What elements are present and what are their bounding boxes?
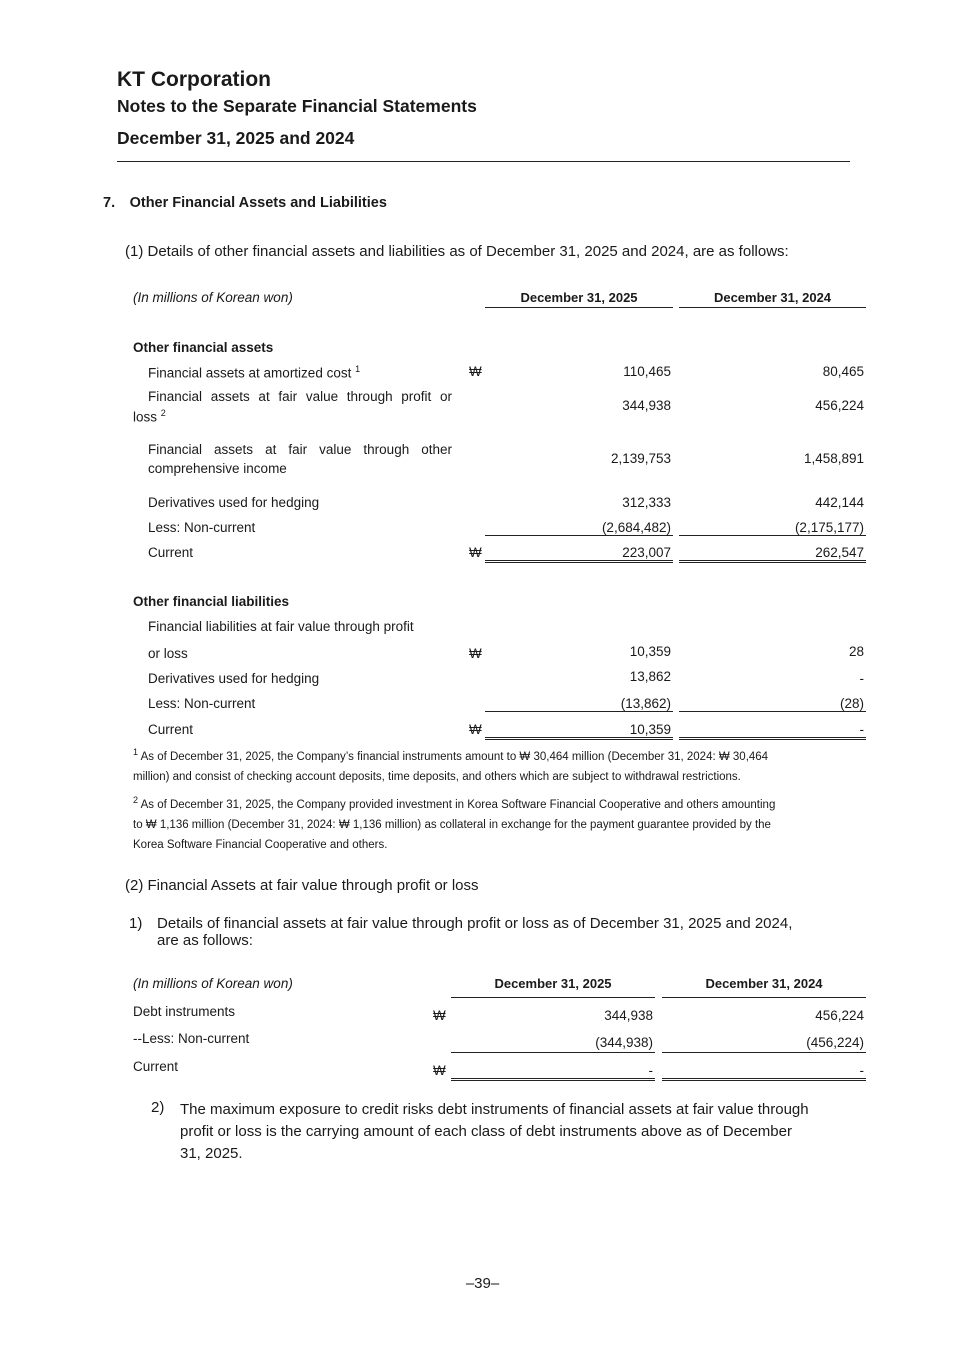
liab-current-2024: - — [679, 722, 866, 740]
asset-fvoci-2025: 2,139,753 — [610, 451, 671, 466]
liab-current-2025: 10,359 — [485, 722, 673, 740]
asset-noncurrent-2025: (2,684,482) — [485, 520, 673, 536]
part2-item2-text: The maximum exposure to credit risks debt instruments of financial assets at fair value through profit or loss is the carrying amount of each class of debt instruments above as of December 31, 2025. — [180, 1101, 809, 1162]
asset-current-2024: 262,547 — [679, 545, 866, 563]
asset-label-fvoci-line1: Financial assets at fair value through other — [148, 442, 452, 457]
asset-label-fvoci-line2: comprehensive income — [148, 461, 287, 476]
asset-fvtpl-2024: 456,224 — [815, 398, 864, 413]
liab-derivatives-2024: - — [859, 671, 864, 686]
part1-intro: (1) Details of other financial assets and liabilities as of December 31, 2025 and 2024, are as follows: — [125, 243, 789, 260]
liab-fvtpl-2024: 28 — [848, 644, 864, 659]
currency-symbol: ₩ — [469, 545, 482, 560]
currency-symbol: ₩ — [469, 364, 482, 379]
currency-symbol: ₩ — [433, 1008, 446, 1023]
t2-label-noncurrent: --Less: Non-current — [133, 1031, 250, 1046]
table1-col-2025: December 31, 2025 — [485, 290, 673, 308]
assets-heading: Other financial assets — [133, 340, 274, 355]
part2-item1-number: 1) — [129, 915, 143, 932]
asset-label-noncurrent: Less: Non-current — [148, 520, 256, 535]
currency-symbol: ₩ — [469, 646, 482, 661]
t2-noncurrent-2025: (344,938) — [451, 1035, 655, 1053]
asset-label-amortized: Financial assets at amortized cost $^1$ — [148, 364, 361, 381]
part2-item2-number: 2) — [151, 1099, 165, 1116]
asset-label-fvtpl-line2: loss $^2$ — [133, 408, 166, 425]
liab-derivatives-2025: 13,862 — [629, 669, 671, 684]
currency-symbol: ₩ — [433, 1063, 446, 1078]
section-title: 7. Other Financial Assets and Liabilities — [103, 195, 387, 211]
document-period: December 31, 2025 and 2024 — [117, 128, 355, 148]
t2-noncurrent-2024: (456,224) — [662, 1035, 866, 1053]
asset-amortized-2024: 80,465 — [822, 364, 864, 379]
header-divider — [117, 161, 850, 162]
footnote-1: $^1$ As of December 31, 2025, the Company’s financial instruments amount to ₩ 30,464 million (December 31, 2024: ₩ 30,464 million) and consist of checking account deposits, time deposits, and others which are subject to withdrawal restrictions. — [133, 747, 769, 783]
asset-noncurrent-2024: (2,175,177) — [679, 520, 866, 536]
liab-fvtpl-2025: 10,359 — [629, 644, 671, 659]
asset-amortized-2025: 110,465 — [623, 364, 671, 379]
part2-item1-text: Details of financial assets at fair value through profit or loss as of December 31, 2025 and 2024, are as follows: — [157, 915, 793, 949]
document-subtitle: Notes to the Separate Financial Statements — [117, 96, 477, 116]
liab-noncurrent-2024: (28) — [679, 696, 866, 712]
liab-label-fvtpl-line1: Financial liabilities at fair value through profit — [148, 619, 414, 634]
liabilities-heading: Other financial liabilities — [133, 594, 290, 609]
t2-label-debt: Debt instruments — [133, 1004, 236, 1019]
asset-fvtpl-2025: 344,938 — [622, 398, 671, 413]
footnote-2: $^2$ As of December 31, 2025, the Company provided investment in Korea Software Financial Cooperative and others amounting to ₩ 1,136 million (December 31, 2024: ₩ 1,136 million) as collateral in exchange for the payment guarantee provided by the Korea Software Financial Cooperative and others. — [133, 795, 776, 851]
t2-current-2024: - — [662, 1063, 866, 1081]
asset-derivatives-2025: 312,333 — [622, 495, 671, 510]
liab-label-current: Current — [148, 722, 194, 737]
table2-col-2024: December 31, 2024 — [662, 976, 866, 998]
asset-label-fvtpl-line1: Financial assets at fair value through profit or — [148, 389, 452, 404]
liab-label-noncurrent: Less: Non-current — [148, 696, 256, 711]
t2-debt-2024: 456,224 — [815, 1008, 864, 1023]
asset-fvoci-2024: 1,458,891 — [803, 451, 864, 466]
t2-label-current: Current — [133, 1059, 179, 1074]
asset-label-current: Current — [148, 545, 194, 560]
asset-current-2025: 223,007 — [485, 545, 673, 563]
liab-label-derivatives: Derivatives used for hedging — [148, 671, 320, 686]
part2-heading: (2) Financial Assets at fair value through profit or loss — [125, 877, 479, 894]
t2-current-2025: - — [451, 1063, 655, 1081]
table2-col-2025: December 31, 2025 — [451, 976, 655, 998]
currency-symbol: ₩ — [469, 722, 482, 737]
liab-label-fvtpl-line2: or loss — [148, 646, 188, 661]
table2-unit: (In millions of Korean won) — [133, 976, 293, 991]
page-number: –39– — [465, 1275, 500, 1292]
table1-col-2024: December 31, 2024 — [679, 290, 866, 308]
asset-label-derivatives: Derivatives used for hedging — [148, 495, 320, 510]
table1-unit: (In millions of Korean won) — [133, 290, 293, 305]
asset-derivatives-2024: 442,144 — [815, 495, 864, 510]
liab-noncurrent-2025: (13,862) — [485, 696, 673, 712]
t2-debt-2025: 344,938 — [604, 1008, 653, 1023]
company-name: KT Corporation — [117, 68, 271, 91]
